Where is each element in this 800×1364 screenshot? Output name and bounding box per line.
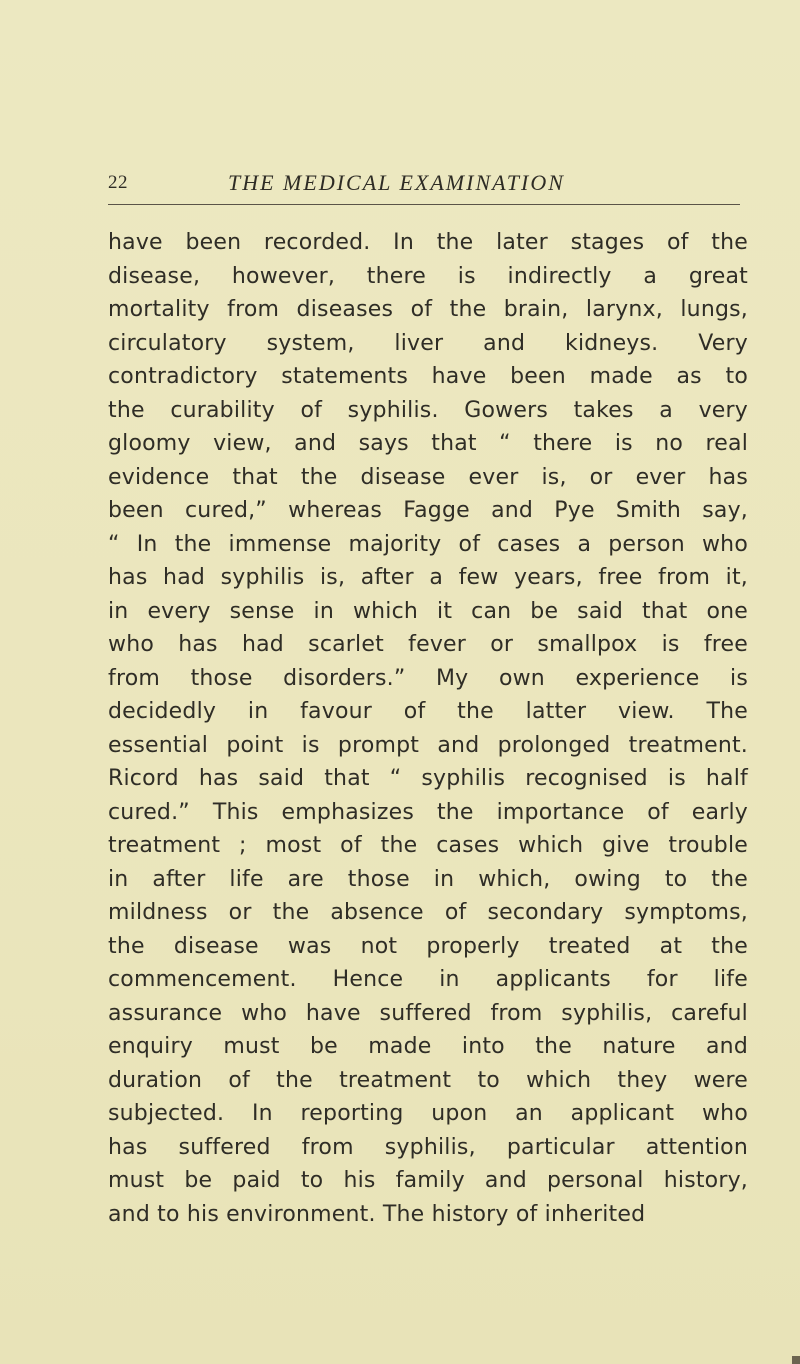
text-line: disease, however, there is indirectly a great [108, 263, 748, 289]
text-line: contradictory statements have been made as to [108, 364, 748, 389]
text-line: been cured,” whereas Fagge and Pye Smith say, [108, 498, 748, 523]
text-line: the curability of syphilis. Gowers takes a very [108, 397, 748, 423]
page-number: 22 [108, 172, 128, 193]
text-line: has suffered from syphilis, particular attention [108, 1134, 748, 1160]
text-line: commencement. Hence in applicants for life [108, 967, 748, 992]
text-line: decidedly in favour of the latter view. The [108, 699, 748, 724]
text-line: duration of the treatment to which they were [108, 1067, 748, 1093]
text-line: essential point is prompt and prolonged treatment. [108, 732, 748, 758]
text-line: have been recorded. In the later stages of the [108, 230, 748, 255]
text-line: mildness or the absence of secondary symptoms, [108, 900, 748, 925]
text-line: enquiry must be made into the nature and [108, 1034, 748, 1059]
text-line: subjected. In reporting upon an applicant who [108, 1101, 748, 1126]
text-line: and to his environment. The history of inherited [108, 1201, 646, 1227]
page-header [108, 170, 748, 200]
text-line: circulatory system, liver and kidneys. Very [108, 330, 748, 356]
text-line: has had syphilis is, after a few years, free from it, [108, 565, 748, 590]
text-line: cured.” This emphasizes the importance of early [108, 799, 748, 825]
text-line: must be paid to his family and personal history, [108, 1168, 748, 1193]
text-line: Ricord has said that “ syphilis recognised is half [108, 766, 748, 791]
text-line: in every sense in which it can be said that one [108, 598, 748, 624]
text-line: in after life are those in which, owing to the [108, 866, 748, 892]
text-line: “ In the immense majority of cases a person who [108, 531, 748, 557]
text-line: mortality from diseases of the brain, larynx, lungs, [108, 297, 748, 322]
header-rule [108, 204, 740, 205]
body-text [108, 226, 748, 1231]
text-line: who has had scarlet fever or smallpox is free [108, 632, 748, 657]
page-edge-mark [792, 1356, 800, 1364]
text-line: assurance who have suffered from syphilis, careful [108, 1000, 748, 1026]
text-line: gloomy view, and says that “ there is no real [108, 431, 748, 456]
text-line: treatment ; most of the cases which give trouble [108, 833, 748, 858]
running-title: THE MEDICAL EXAMINATION [228, 170, 565, 195]
text-line: from those disorders.” My own experience is [108, 665, 748, 691]
text-line: the disease was not properly treated at the [108, 933, 748, 959]
text-line: evidence that the disease ever is, or ever has [108, 464, 748, 490]
